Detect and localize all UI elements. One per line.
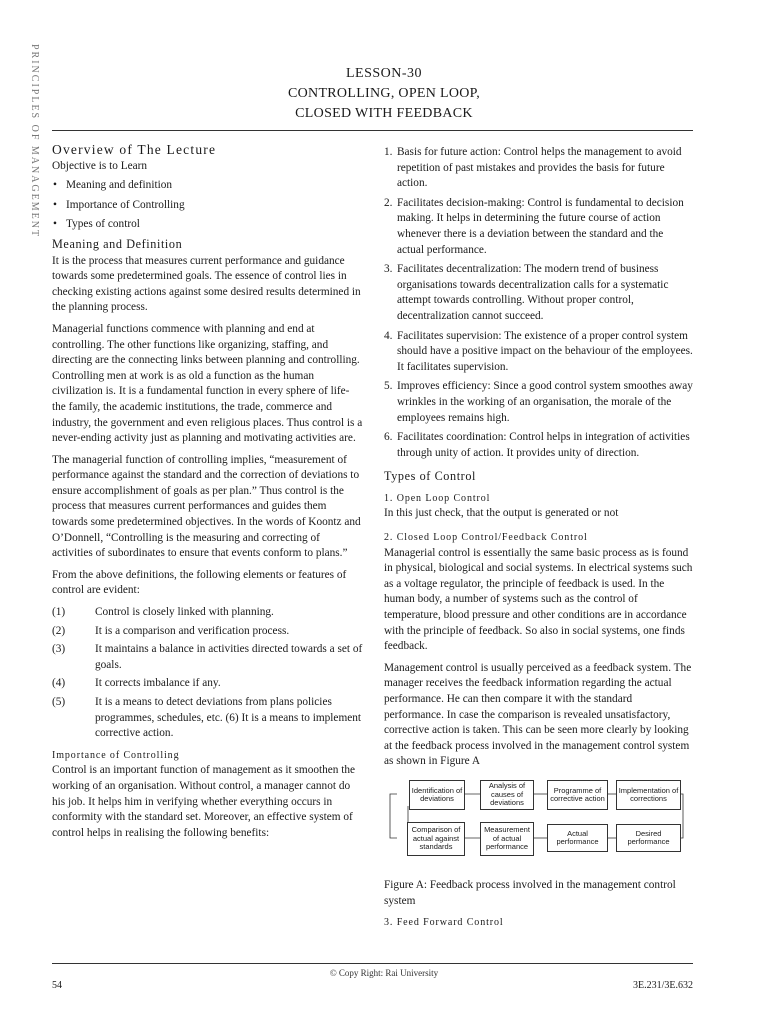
feedback-process-diagram: [384, 776, 684, 864]
list-item: [52, 695, 363, 742]
list-item: [384, 196, 693, 258]
sidebar-title: PRINCIPLES OF MANAGEMENT: [29, 44, 40, 239]
diagram-box: Implementation of corrections: [616, 780, 681, 810]
diagram-box: Measurement of actual performance: [480, 822, 534, 856]
top-divider: [52, 130, 693, 131]
item-number: 1.: [384, 146, 393, 158]
list-item: [52, 676, 363, 692]
item-text: Facilitates coordination: Control helps in integration of activities through unity of action. It provides unity of direction.: [397, 431, 690, 459]
diagram-box: Actual performance: [547, 824, 608, 852]
item-number: 4.: [384, 329, 393, 342]
paragraph: Control is an important function of management as it smoothen the working of an organisation. Without control, a manager cannot do his job. It helps him in verifying whether everything occurs in conformity with the standard set. Moreover, an effective system of control helps in realising the following benefits:: [52, 764, 356, 839]
item-number: (2): [52, 624, 66, 637]
benefits-list: [384, 145, 693, 461]
paragraph: From the above definitions, the following elements or features of control are evident:: [52, 568, 347, 597]
paragraph: The managerial function of controlling implies, “measurement of performance against the standard and the correction of deviations to ensure accomplishment of goals as per plan.” Thus control is the process that measures current performances and guides them towards some predetermined objectives. In the words of Koontz and O’Donnell, “Controlling is the measuring and correcting of activities of subordinates to ensure that events conform to plans.”: [52, 453, 361, 560]
objective-text: Objective is to Learn: [52, 159, 148, 172]
elements-list: [52, 605, 363, 742]
left-column: [52, 142, 363, 847]
objective-list: [52, 178, 363, 233]
item-text: It is a means to detect deviations from plans policies programmes, schedules, etc. (6) It is a means to implement corrective action.: [95, 696, 362, 740]
list-item: • Meaning and definition: [52, 178, 363, 194]
lesson-number: LESSON-30: [345, 66, 423, 81]
open-loop-heading: 1. Open Loop Control: [384, 492, 491, 504]
item-number: (4): [52, 677, 66, 690]
list-item: [384, 430, 693, 461]
figure-caption: Figure A: Feedback process involved in the management control system: [384, 878, 676, 907]
lesson-title-line-1: CONTROLLING, OPEN LOOP,: [287, 86, 480, 101]
paragraph: Managerial functions commence with planning and end at controlling. The other functions like organizing, staffing, and directing are the connecting links between planning and controlling. Controlling men at work is as old a function as the human civilization is. It is a fundamental function in every sphere of life-the family, the academic institutions, the trade, commerce and industry, the government and even religious places. Thus control is a never-ending activity just as planning and motivating activities are.: [52, 322, 363, 445]
diagram-box: Desired performance: [616, 824, 681, 852]
diagram-box: Analysis of causes of deviations: [480, 780, 534, 810]
item-text: Facilitates decision-making: Control is fundamental to decision making. It helps in determining the future course of action whenever there is a deviation between the standard and the actual performance.: [397, 196, 684, 256]
item-text: It is a comparison and verification process.: [95, 624, 290, 637]
paragraph: In this just check, that the output is generated or not: [384, 507, 619, 520]
course-code: 3E.231/3E.632: [633, 980, 693, 991]
page-number: 54: [52, 980, 62, 991]
list-item: [52, 605, 363, 621]
item-text: It maintains a balance in activities directed towards a set of goals.: [95, 643, 363, 671]
list-item: [384, 379, 693, 426]
item-text: Control is closely linked with planning.: [95, 606, 274, 619]
overview-heading: Overview of The Lecture: [52, 142, 217, 157]
paragraph: It is the process that measures current performance and guidance towards some predetermined goals. The essence of control lies in checking existing actions against some desired results determined in the planning process.: [52, 254, 361, 314]
paragraph: Management control is usually perceived as a feedback system. The manager receives the feedback information regarding the actual performance. He can then compare it with the standard performance. In case the comparison is revealed unsatisfactory, corrective action is taken. This can be seen more clearly by looking at the feedback process involved in the management control system as shown in Figure A: [384, 661, 692, 768]
item-text: It corrects imbalance if any.: [95, 677, 221, 690]
list-item: [52, 624, 363, 640]
meaning-heading: Meaning and Definition: [52, 236, 183, 251]
item-number: 6.: [384, 431, 393, 444]
item-text: Improves efficiency: Since a good control system smoothes away wrinkles in the working of an organisation, the morale of the employees remains high.: [397, 380, 693, 424]
diagram-box: Programme of corrective action: [547, 780, 608, 810]
bottom-divider: [52, 963, 693, 964]
closed-loop-heading: 2. Closed Loop Control/Feedback Control: [384, 532, 588, 544]
right-column: [384, 145, 693, 931]
item-number: (5): [52, 696, 66, 708]
item-number: (1): [52, 606, 66, 619]
item-text: Basis for future action: Control helps the management to avoid repetition of past mistakes and provides the basis for future action.: [397, 146, 682, 190]
item-text: Facilitates decentralization: The modern trend of business organisations towards decentralization calls for a systematic attempt towards controlling. Without proper control, decentralization cannot succeed.: [397, 263, 669, 322]
diagram-box: Identification of deviations: [409, 780, 465, 810]
item-number: 2.: [384, 196, 393, 209]
list-item: • Types of control: [52, 217, 363, 233]
list-item: [384, 262, 693, 324]
lesson-title-line-2: CLOSED WITH FEEDBACK: [295, 106, 473, 121]
feed-forward-heading: 3. Feed Forward Control: [384, 917, 504, 929]
importance-heading: Importance of Controlling: [52, 749, 180, 761]
item-number: (3): [52, 643, 66, 656]
item-text: Facilitates supervision: The existence of a proper control system should have a positive impact on the behaviour of the employees. It facilitates supervision.: [397, 329, 693, 373]
copyright: © Copy Right: Rai University: [329, 968, 439, 978]
item-number: 3.: [384, 263, 393, 276]
list-item: • Importance of Controlling: [52, 198, 363, 214]
list-item: [52, 642, 363, 673]
paragraph: Managerial control is essentially the same basic process as is found in physical, biological and social systems. In electrical systems such as a voltage regulator, the principle of feedback is used. In the human body, a number of systems such as the control of temperature, blood pressure and other conditions are in accordance with the principle of feedback. So also in social systems, one finds feedback.: [384, 546, 693, 653]
item-number: 5.: [384, 380, 393, 393]
types-heading: Types of Control: [384, 469, 477, 484]
list-item: [384, 329, 693, 376]
diagram-box: Comparison of actual against standards: [407, 822, 465, 856]
list-item: [384, 145, 693, 192]
